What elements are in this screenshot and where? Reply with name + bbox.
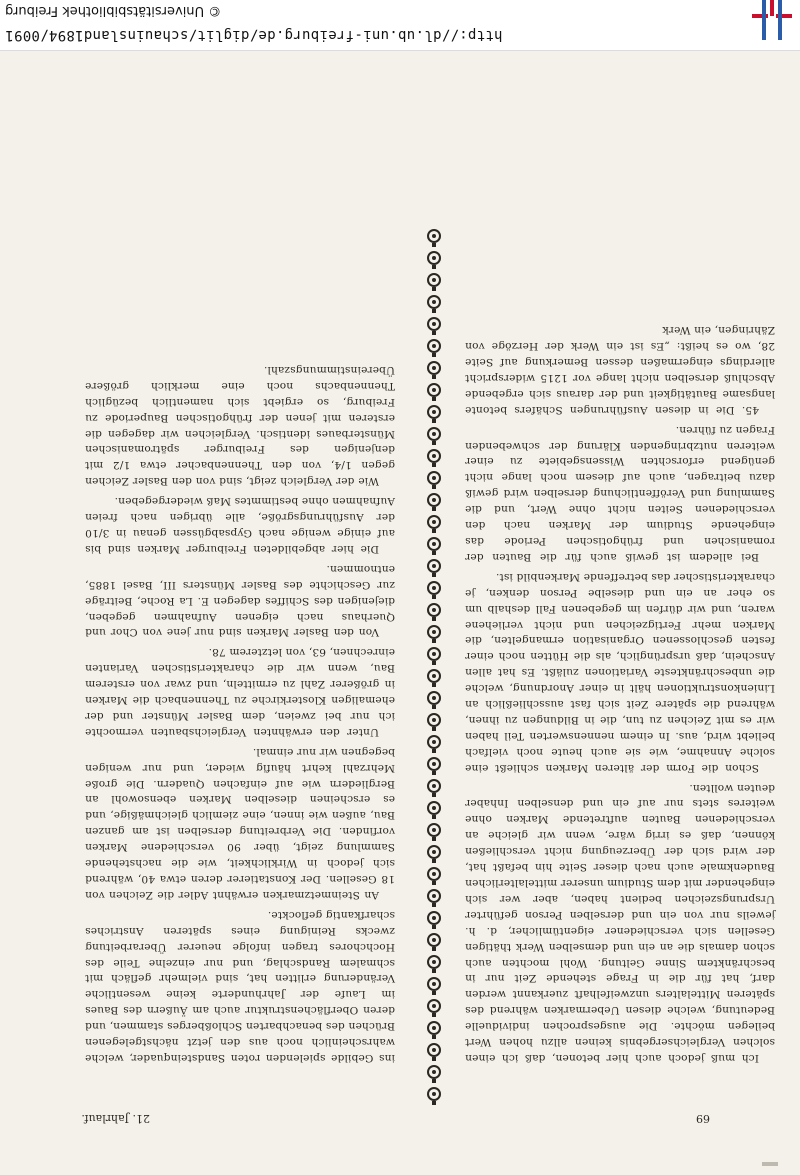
- text-column-left: [465, 317, 775, 1065]
- book-spread-rotated: [70, 65, 790, 1125]
- paragraph: ins Gebilde spielenden roten Sandsteinquader, welche wahrscheinlich noch aus den jetzt nächstgelegenen Brüchen des benachbarten Schloßberges stammen, und deren Oberflächenstruktur auch am Äußern des Baues im Laufe der Jahrhunderte keine wesentliche Veränderung erlitten hat, sind vielmehr gefläch mit schmalem Randschlag, und nur einzelne Teile des Hochchores tragen infolge neuerer Überarbeitung zwecks Reinigung eines späteren Anstriches scharfkantig geflockte.: [85, 908, 395, 1064]
- page-number-right: 21. Jahrlauf.: [81, 1112, 150, 1125]
- ornamental-divider: [423, 225, 445, 1105]
- library-logo-icon: [752, 0, 792, 40]
- paragraph: Schon die Form der älteren Marken schließt eine solche Annahme, wie sie auch heute noch vielfach beliebt wird, aus. In einem nennenswerten Teil haben wir es mit Zeichen zu tun, die in Bildungen zu ihnen, während die spätere Zeit sich fast ausschließlich an Linienkonstruktionen hält in einer Anordnung, welche die unbeschränkteste Variationen zuläßt. Es hat allen Anschein, daß ursprünglich, als die Hütten noch einer festen geschlossenen Organisation ermangelten, die Marken mehr Fertigzeichen und nicht verliehene waren, und wir dürfen im gegebenen Fall deshalb um so eher an ein und dieselbe Person denken, je charakteristischer das betreffende Markenbild ist.: [465, 570, 775, 774]
- paragraph: Unter den erwähnten Vergleichsbauten vermochte ich nur bei zweien, dem Basler Münster und der ehemaligen Klosterkirche zu Thennenbach die Marken in größerer Zahl zu ermitteln, und zwar von ersterem Bau, wenn wir die charakteristischen Varianten einrechnen, 63, von letzterem 78.: [85, 646, 395, 738]
- paragraph: Wie der Vergleich zeigt, sind von den Basler Zeichen gegen 1/4, von den Thennenbacher etwa 1/2 mit denjenigen des Freiburger spätromanischen Münsterbaues identisch. Vergleichen wir dagegen die ersteren mit jenen der frühgotischen Bauperiode zu Freiburg, so ergiebt sich namentlich bezüglich Thennenbachs noch eine merklich größere Übereinstimmungszahl.: [85, 363, 395, 488]
- copyright-notice: © Universitätsbibliothek Freiburg: [5, 3, 222, 18]
- paragraph: An Steinmetzmarken erwähnt Adler die Zeichen von 18 Gesellen. Der Konstatierer deren etwa 40, während sich jedoch in Wirklichkeit, wie die nachstehende Sammlung zeigt, über 90 verschiedene Marken vorfinden. Die Verbreitung derselben ist am ganzen Bau, außen wie innen, eine ziemlich gleichmäßige, und es erscheinen dieselben Marken ebensowohl an Bergliedern wie auf einfachen Quadern. Die große Mehrzahl kehrt häufig wieder, und nur wenigen begegnen wir nur einmal.: [85, 745, 395, 901]
- page-number-left: 69: [696, 1112, 710, 1125]
- paragraph: Von den Basler Marken sind nur jene von Chor und Querhaus nach eigenen Aufnahmen gegeben, diejenigen des Schiffes dagegen E. La Roche, Beiträge zur Geschichte des Basler Münsters III, Basel 1885, entnommen.: [85, 562, 395, 639]
- paragraph: 45. Die in diesen Ausführungen Schäfers betonte langsame Bautätigkeit und der daraus sich ergebende Abschluß derselben nicht lange vor 1215 widerspricht allerdings eingermaßen dessen Bemerkung auf Seite 28, wo es heißt: „Es ist ein Werk der Herzöge von Zähringen, ein Werk: [465, 324, 775, 416]
- text-column-right: [85, 357, 395, 1065]
- paragraph: Bei alledem ist gewiß auch für die Bauten der romanischen und frühgotischen Periode das eingehende Studium der Marken nach den verschiedenen Seiten nicht ohne Wert, und die Sammlung und Veröffentlichung derselben wird gewiß dazu beitragen, auch auf diesem noch lange nicht genügend erforschten Wissensgebiete zu einer weiteren nutzbringenden Klärung der schwebenden Fragen zu führen.: [465, 423, 775, 563]
- permalink-url[interactable]: http://dl.ub.uni-freiburg.de/diglit/schauinsland1894/0091: [5, 27, 503, 43]
- header-bar: [0, 0, 800, 51]
- scroll-indicator[interactable]: [762, 1162, 778, 1166]
- paragraph: Die hier abgebildeten Freiburger Marken sind bis auf einige wenige nach Gypsabgüssen genau in 3/10 der Ausführungsgröße, alle übrigen nach freien Aufnahmen ohne bestimmtes Maß wiedergegeben.: [85, 495, 395, 555]
- paragraph: Ich muß jedoch auch hier betonen, daß ich einen solchen Vergleichsergebnis keinen allzu hohen Wert beilegen möchte. Die ausgesprochen individuelle Bedeutung, welche diesen Uebermarken während des späteren Mittelalters unzweifelhaft zuerkannt werden darf, hat für die in Frage stehende Zeit nur in beschränktem Sinne Geltung. Wohl mochten auch schon damals die an ein und demselben Werk thätigen Gesellen sich verschiedener eigentümlicher, d. h. jeweils nur von ein und derselben Person geführter Ursprungszeichen bedient haben, aber wer sich eingehender mit dem Studium unserer mittelalterlichen Baudenkmale auch nach dieser Seite hin befaßt hat, der wird sich der Überzeugung nicht verschließen können, daß es irrig wäre, wenn wir gleiche an verschiedenen Bauten auftretende Marken ohne weiteres stets nur auf ein und denselben Inhaber deuten wollten.: [465, 781, 775, 1064]
